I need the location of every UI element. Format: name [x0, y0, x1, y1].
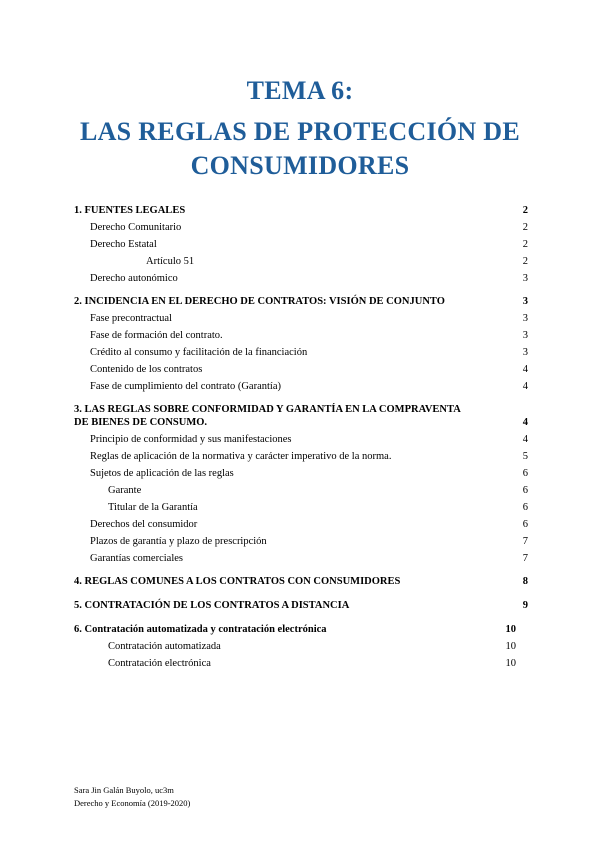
toc-entry-label: Principio de conformidad y sus manifestaciones [90, 434, 292, 445]
toc-entry[interactable] [74, 363, 528, 376]
toc-entry-page: 4 [522, 381, 528, 392]
toc-entry-label: Sujetos de aplicación de las reglas [90, 468, 234, 479]
toc-entry-page: 6 [522, 468, 528, 479]
toc-entry[interactable] [74, 575, 528, 588]
toc-entry-page: 3 [522, 273, 528, 284]
page-title: TEMA 6: [246, 76, 354, 105]
toc-entry[interactable] [74, 272, 528, 285]
toc-entry[interactable] [74, 204, 528, 217]
page-title-line2: LAS REGLAS DE PROTECCIÓN DE [79, 117, 521, 146]
toc-entry[interactable] [74, 657, 528, 670]
toc-entry-label: 2. INCIDENCIA EN EL DERECHO DE CONTRATOS: VISIÓN DE CONJUNTO [74, 296, 445, 307]
toc-entry-label: Fase de formación del contrato. [90, 330, 223, 341]
toc-entry-page: 3 [522, 330, 528, 341]
toc-entry-page: 6 [522, 502, 528, 513]
toc-entry-label: 6. Contratación automatizada y contratación electrónica [74, 624, 327, 635]
toc-entry-page: 9 [522, 600, 528, 611]
toc-entry[interactable] [74, 484, 528, 497]
toc-entry[interactable] [74, 295, 528, 308]
toc-entry-page: 3 [522, 313, 528, 324]
toc-entry[interactable] [74, 346, 528, 359]
footer-author: Sara Jin Galán Buyolo, uc3m [74, 785, 174, 795]
toc-entry[interactable] [74, 238, 528, 251]
toc-entry-label: Titular de la Garantía [108, 502, 198, 513]
toc-entry-page: 6 [522, 485, 528, 496]
toc-entry-page: 7 [522, 553, 528, 564]
toc-entry-page: 2 [522, 239, 528, 250]
toc-entry[interactable] [74, 535, 528, 548]
footer-course: Derecho y Economía (2019-2020) [74, 798, 191, 808]
toc-entry-page: 5 [522, 451, 528, 462]
toc-entry-label: Derecho Estatal [90, 239, 157, 250]
toc-entry-label: Reglas de aplicación de la normativa y carácter imperativo de la norma. [90, 451, 392, 462]
page-footer [74, 784, 190, 810]
toc-entry-label: Plazos de garantía y plazo de prescripción [90, 536, 267, 547]
toc-entry[interactable] [74, 467, 528, 480]
toc-entry-page: 3 [522, 347, 528, 358]
toc-entry-label: Contratación electrónica [108, 658, 211, 669]
toc-entry[interactable] [74, 518, 528, 531]
toc-entry[interactable] [74, 255, 528, 268]
toc-entry[interactable] [74, 380, 528, 393]
toc-entry[interactable] [74, 433, 528, 446]
toc-entry-page: 7 [522, 536, 528, 547]
toc-entry[interactable] [74, 329, 528, 342]
toc-entry-page: 6 [522, 519, 528, 530]
toc-entry-page: 8 [522, 576, 528, 587]
toc-entry[interactable] [74, 501, 528, 514]
toc-entry-page: 2 [522, 222, 528, 233]
toc-entry-label: Contratación automatizada [108, 641, 221, 652]
toc-entry-page: 10 [505, 624, 516, 635]
toc-entry-page: 4 [522, 434, 528, 445]
toc-entry-label: Derecho Comunitario [90, 222, 182, 233]
toc-entry-label: 5. CONTRATACIÓN DE LOS CONTRATOS A DISTANCIA [74, 600, 350, 611]
toc-entry-label: Contenido de los contratos [90, 364, 203, 375]
toc-entry-label: Artículo 51 [146, 256, 195, 267]
toc-entry-label: 1. FUENTES LEGALES [74, 205, 186, 216]
toc-entry-page: 10 [505, 641, 516, 652]
toc-entry-label: 4. REGLAS COMUNES A LOS CONTRATOS CON CONSUMIDORES [74, 576, 401, 587]
toc-entry[interactable] [74, 599, 528, 612]
toc-entry[interactable] [74, 640, 528, 653]
toc-entry-page: 3 [522, 296, 528, 307]
toc-entry[interactable] [74, 450, 528, 463]
toc-entry-page: 4 [522, 417, 528, 428]
toc-entry[interactable] [74, 403, 528, 429]
toc-entry-label: Fase de cumplimiento del contrato (Garantía) [90, 381, 281, 392]
toc-entry[interactable] [74, 221, 528, 234]
toc-entry-label: Derecho autonómico [90, 273, 178, 284]
toc-entry-page: 10 [505, 658, 516, 669]
toc-entry[interactable] [74, 312, 528, 325]
toc-entry-label: Garante [108, 485, 142, 496]
table-of-contents [74, 204, 528, 670]
toc-entry-label: 3. LAS REGLAS SOBRE CONFORMIDAD Y GARANTÍA EN LA COMPRAVENTA DE BIENES DE CONSUMO. [74, 404, 461, 428]
toc-entry-label: Crédito al consumo y facilitación de la financiación [90, 347, 308, 358]
toc-entry-label: Derechos del consumidor [90, 519, 198, 530]
toc-entry-label: Garantías comerciales [90, 553, 183, 564]
toc-entry[interactable] [74, 552, 528, 565]
toc-entry-page: 4 [522, 364, 528, 375]
toc-entry-page: 2 [522, 205, 528, 216]
page-title-line3: CONSUMIDORES [190, 151, 410, 180]
toc-entry[interactable] [74, 623, 528, 636]
toc-entry-label: Fase precontractual [90, 313, 172, 324]
toc-entry-page: 2 [522, 256, 528, 267]
